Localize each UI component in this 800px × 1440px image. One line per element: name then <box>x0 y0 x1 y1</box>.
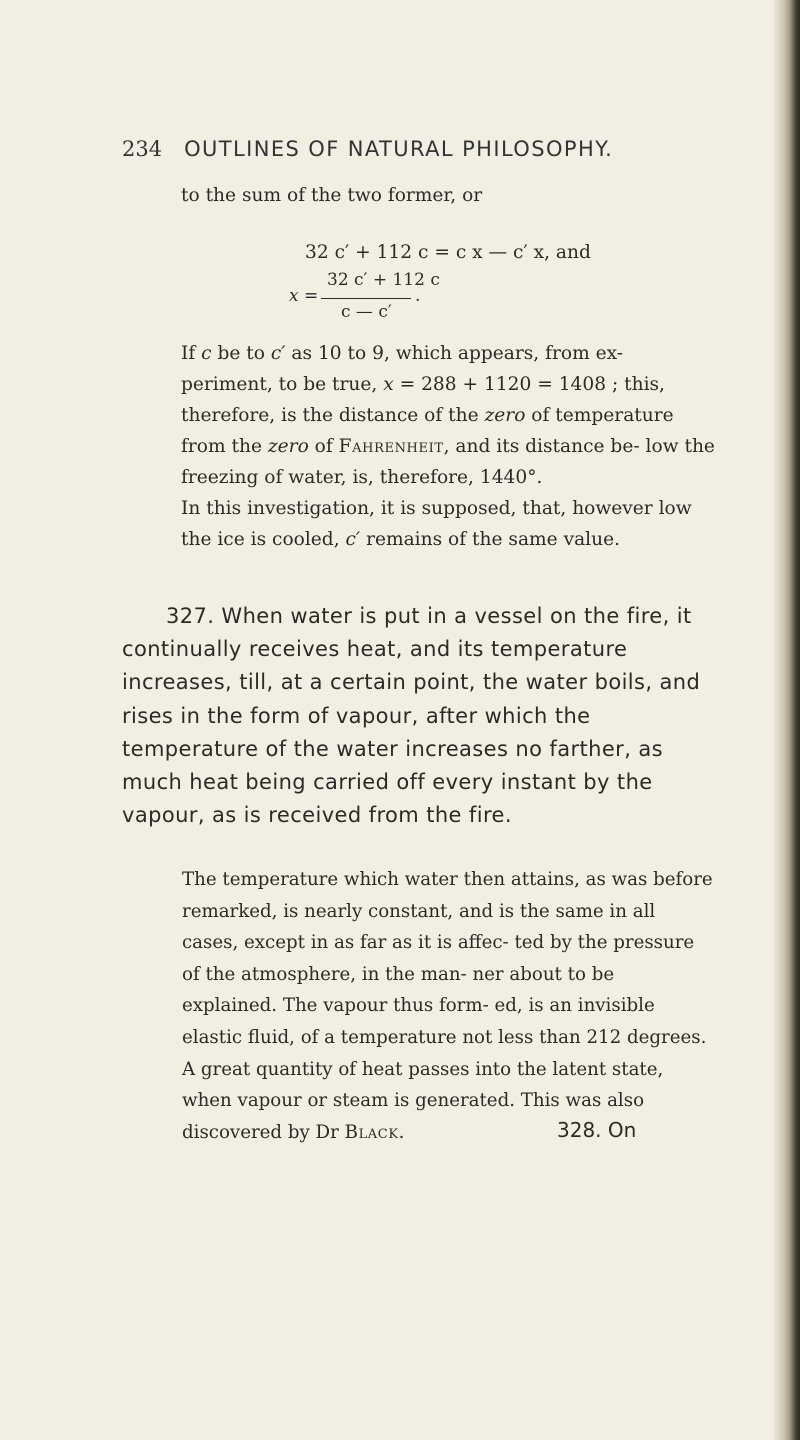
p3-end: . <box>398 1121 405 1143</box>
fraction-bar <box>321 298 411 299</box>
paragraph-vapour <box>182 864 714 1148</box>
page-number: 234 <box>122 137 163 161</box>
p2-text-2: remains of the same value. <box>360 529 620 550</box>
p1-text-7: , and its distance be- low the freezing of water, is, therefore, 1440°. <box>181 436 715 488</box>
p1-zero-2: zero <box>267 436 309 457</box>
p1-c-prime: c′ <box>270 343 286 364</box>
p1-c: c <box>201 343 212 364</box>
page-edge-shadow <box>774 0 800 1440</box>
p1-text-2: be to <box>211 343 271 364</box>
fraction-denominator: c — c′ <box>341 302 392 322</box>
catchword: 328. On <box>557 1118 637 1142</box>
p3-text: The temperature which water then attains, as was before remarked, is nearly constant, and is the same in all cases, except in as far as it is affec- ted by the pressure of the atmosphere, in the man- ner about to be explained. The vapour thus form- ed, is an invisible elastic fluid, of a temperature not less than 212 degrees. A great quantity of heat passes into the latent state, when vapour or steam is generated. This was also discovered by Dr <box>182 869 713 1143</box>
running-title: OUTLINES OF NATURAL PHILOSOPHY. <box>184 137 614 161</box>
paragraph-ratio <box>181 338 717 493</box>
p2-text-1: In this investigation, it is supposed, that, however low the ice is cooled, <box>181 498 692 550</box>
p1-fahrenheit: Fahrenheit <box>338 436 444 457</box>
section-327: 327. When water is put in a vessel on the fire, it continually receives heat, and its temperature increases, till, at a certain point, the water boils, and rises in the form of vapour, after which the temperature of the water increases no farther, as much heat being carried off every instant by the vapour, as is received from the fire. <box>122 604 701 828</box>
p2-c-prime: c′ <box>345 529 361 550</box>
equation-line: 32 c′ + 112 c = c x — c′ x, and <box>305 242 591 263</box>
p1-zero-1: zero <box>484 405 526 426</box>
fraction-end: . <box>415 286 421 306</box>
fraction-numerator: 32 c′ + 112 c <box>327 270 440 290</box>
p1-text-4: = 288 + 1120 = 1408 ; this, therefore, is the distance of the <box>181 374 665 426</box>
p1-text-5: of temperature from the <box>181 405 674 457</box>
p1-x: x <box>383 374 394 395</box>
p3-black: Black <box>344 1121 399 1143</box>
paragraph-investigation <box>181 493 717 555</box>
p1-text-1: If <box>181 343 202 364</box>
fraction-equation <box>289 270 589 332</box>
fraction-lhs: x = <box>289 286 319 306</box>
intro-line: to the sum of the two former, or <box>181 185 483 206</box>
p1-text-3: as 10 to 9, which appears, from ex- periment, to be true, <box>181 343 624 395</box>
running-header <box>122 137 722 161</box>
p1-text-6: of <box>308 436 339 457</box>
